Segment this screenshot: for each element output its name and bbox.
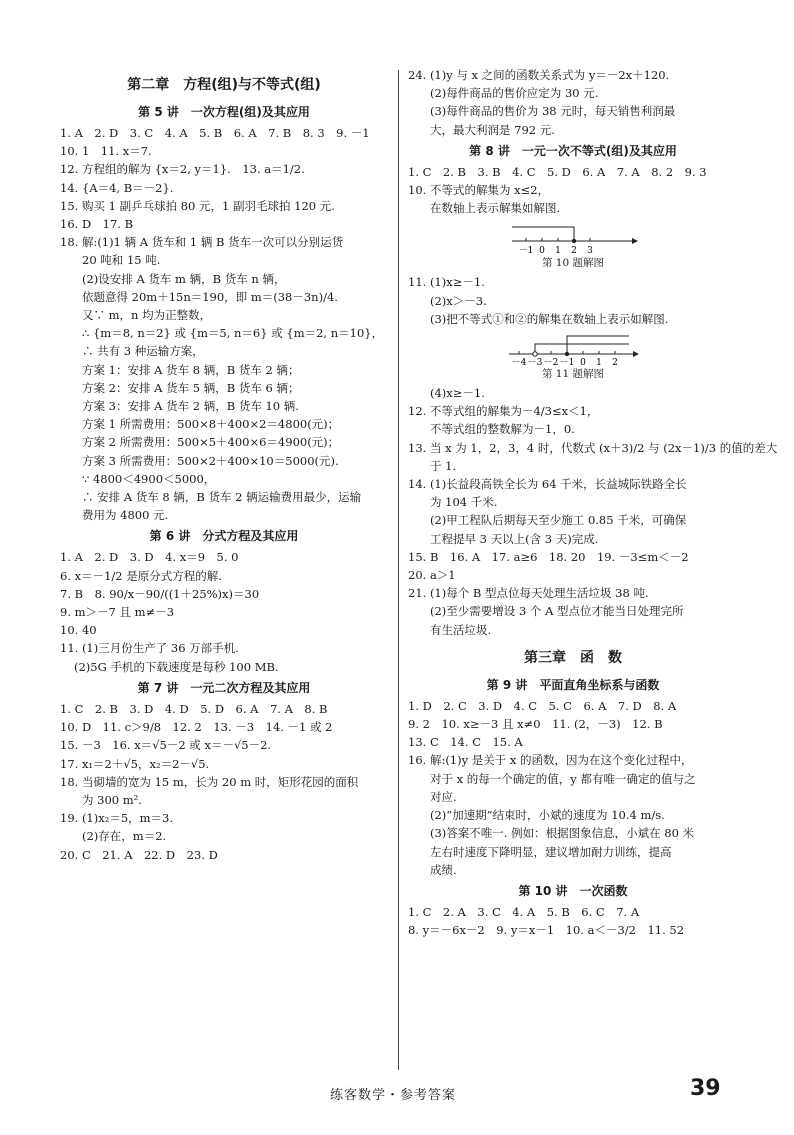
- answer-line: 1. C 2. B 3. B 4. C 5. D 6. A 7. A 8. 2 9. 3: [408, 164, 707, 179]
- answer-line: 11. (1)x≥－1.: [408, 275, 485, 290]
- answer-line: 16. 解:(1)y 是关于 x 的函数，因为在这个变化过程中，: [408, 753, 693, 768]
- tick-label: 2: [571, 246, 577, 256]
- answer-line: 15. －3 16. x＝√5－2 或 x＝－√5－2.: [60, 738, 272, 753]
- answer-line: (2)至少需要增设 3 个 A 型点位才能当日处理完所: [430, 604, 684, 619]
- lecture-5-title: 第 5 讲 一次方程(组)及其应用: [138, 105, 310, 119]
- tick-label: 1: [596, 358, 602, 367]
- solution-bracket: [512, 227, 574, 241]
- answer-line: 10. 40: [60, 623, 97, 638]
- answer-line: 依题意得 20m＋15n＝190，即 m＝(38－3n)/4.: [82, 289, 338, 304]
- figure-10-number-line: [408, 221, 738, 271]
- answer-line: 15. B 16. A 17. a≥6 18. 20 19. －3≤m＜－2: [408, 549, 689, 564]
- right-column: [408, 66, 778, 939]
- tick-label: 0: [580, 358, 586, 367]
- answer-line: 9. 2 10. x≥－3 且 x≠0 11. (2，－3) 12. B: [408, 717, 663, 732]
- answer-line: 方案 2：安排 A 货车 5 辆，B 货车 6 辆；: [82, 380, 300, 395]
- answer-line: (3)把不等式①和②的解集在数轴上表示如解图.: [430, 311, 669, 326]
- answer-line: 方案 3 所需费用：500×2＋400×10＝5000(元).: [82, 453, 339, 468]
- answer-line: 成绩.: [430, 862, 457, 877]
- number-line-11: [507, 332, 639, 366]
- tick-label: 2: [612, 358, 618, 367]
- answer-line: 有生活垃圾.: [430, 622, 492, 637]
- answer-line: 方案 1：安排 A 货车 8 辆，B 货车 2 辆；: [82, 362, 300, 377]
- answer-line: (3)答案不唯一. 例如：根据图象信息，小斌在 80 米: [430, 826, 695, 841]
- answer-line: 1. D 2. C 3. D 4. C 5. C 6. A 7. D 8. A: [408, 698, 677, 713]
- answer-line: 对应.: [430, 789, 457, 804]
- answer-line: 又∵ m，n 均为正整数，: [82, 308, 212, 323]
- answer-line: 18. 当砌墙的宽为 15 m，长为 20 m 时，矩形花园的面积: [60, 774, 359, 789]
- solution-bracket-2: [567, 336, 629, 354]
- tick-label: －3: [527, 358, 543, 367]
- tick-label: 1: [555, 246, 561, 256]
- answer-line: 1. A 2. D 3. D 4. x＝9 5. 0: [60, 550, 239, 565]
- lecture-10-answers: [408, 903, 738, 939]
- answer-line: 20. a＞1: [408, 568, 456, 583]
- figure-caption: 第 10 题解图: [541, 257, 605, 270]
- answer-line: 20. C 21. A 22. D 23. D: [60, 847, 218, 862]
- answer-line: 7. B 8. 90/x－90/((1＋25%)x)＝30: [60, 586, 260, 601]
- answer-line: (2)x＞－3.: [430, 293, 487, 308]
- tick-label: －4: [511, 358, 527, 367]
- answer-line: 12. 不等式组的解集为－4/3≤x＜1，: [408, 404, 599, 419]
- answer-line: (2)甲工程队后期每天至少施工 0.85 千米，可确保: [430, 513, 687, 528]
- answer-line: 方案 3：安排 A 货车 2 辆，B 货车 10 辆.: [82, 399, 299, 414]
- answer-line: 15. 购买 1 副乒乓球拍 80 元，1 副羽毛球拍 120 元.: [60, 198, 335, 213]
- answer-line: 13. 当 x 为 1，2，3，4 时，代数式 (x＋3)/2 与 (2x－1)/3 的值的差大: [408, 440, 778, 455]
- answer-line: 14. (1)长益段高铁全长为 64 千米，长益城际铁路全长: [408, 477, 687, 492]
- answer-line: 17. x₁＝2＋√5，x₂＝2－√5.: [60, 756, 210, 771]
- number-line-10: [508, 221, 638, 255]
- chapter-3-title: 第三章 函 数: [524, 649, 622, 666]
- answer-line: 21. (1)每个 B 型点位每天处理生活垃圾 38 吨.: [408, 586, 649, 601]
- answer-line: 9. m＞－7 且 m≠－3: [60, 605, 175, 620]
- answer-line: 13. C 14. C 15. A: [408, 735, 523, 750]
- page-footer: [0, 1076, 794, 1116]
- answer-line: 12. 方程组的解为 {x＝2, y＝1}. 13. a＝1/2.: [60, 162, 305, 177]
- answer-line: 左右时速度下降明显，建议增加耐力训练，提高: [430, 844, 672, 859]
- answer-line: 20 吨和 15 吨.: [82, 253, 161, 268]
- answer-line: 对于 x 的每一个确定的值，y 都有唯一确定的值与之: [430, 771, 696, 786]
- answer-line: ∴ 共有 3 种运输方案，: [82, 344, 204, 359]
- footer-text: 练客数学・参考答案: [330, 1088, 457, 1103]
- answer-line: 方案 2 所需费用：500×5＋400×6＝4900(元)；: [82, 435, 340, 450]
- tick-label: 3: [587, 246, 593, 256]
- answer-line: ∴ 安排 A 货车 8 辆，B 货车 2 辆运输费用最少，运输: [82, 490, 362, 505]
- answer-line: 1. C 2. A 3. C 4. A 5. B 6. C 7. A: [408, 904, 640, 919]
- left-column: [60, 66, 388, 864]
- answer-line: 14. {A＝4, B＝－2}.: [60, 180, 174, 195]
- answer-line: 16. D 17. B: [60, 217, 134, 232]
- answer-line: 11. (1)三月份生产了 36 万部手机.: [60, 641, 239, 656]
- answer-line: 方案 1 所需费用：500×8＋400×2＝4800(元)；: [82, 417, 340, 432]
- answer-line: 为 300 m².: [82, 792, 142, 807]
- answer-line: 18. 解:(1)1 辆 A 货车和 1 辆 B 货车一次可以分别运货: [60, 235, 344, 250]
- axis-arrow: [632, 238, 638, 244]
- answer-line: 24. (1)y 与 x 之间的函数关系式为 y＝－2x＋120.: [408, 68, 670, 82]
- lecture-7-answers: [60, 700, 388, 864]
- tick-label: －1: [559, 358, 575, 367]
- answer-line: 1. A 2. D 3. C 4. A 5. B 6. A 7. B 8. 3 9. －1: [60, 126, 370, 140]
- lecture-9-answers: [408, 697, 738, 879]
- lecture-6-answers: [60, 548, 388, 675]
- answer-line: 10. 1 11. x＝7.: [60, 144, 152, 159]
- lecture-6-title: 第 6 讲 分式方程及其应用: [149, 529, 299, 544]
- answer-line: ∴ {m＝8, n＝2} 或 {m＝5, n＝6} 或 {m＝2, n＝10}，: [82, 326, 384, 341]
- answer-line: (4)x≥－1.: [430, 386, 485, 401]
- answer-line: 不等式组的整数解为－1，0.: [430, 422, 575, 437]
- answer-line: 8. y＝－6x－2 9. y＝x－1 10. a＜－3/2 11. 52: [408, 923, 685, 938]
- figure-11-number-line: [408, 332, 738, 382]
- answer-line: (2)5G 手机的下载速度是每秒 100 MB.: [74, 659, 279, 674]
- answer-line: 10. 不等式的解集为 x≤2，: [408, 183, 550, 198]
- axis-arrow: [633, 351, 639, 357]
- answer-line: 6. x＝－1/2 是原分式方程的解.: [60, 568, 222, 583]
- answer-line: 为 104 千米.: [430, 495, 498, 510]
- tick-label: －2: [543, 358, 559, 367]
- answer-line: ∵ 4800＜4900＜5000，: [82, 471, 216, 486]
- tick-label: 0: [539, 246, 545, 256]
- answer-line: 费用为 4800 元.: [82, 508, 169, 523]
- lecture-5-answers: [60, 124, 388, 524]
- answer-line: (3)每件商品的售价为 38 元时，每天销售利润最: [430, 104, 676, 119]
- answer-line: 在数轴上表示解集如解图.: [430, 201, 561, 216]
- answer-line: (2)每件商品的售价应定为 30 元.: [430, 86, 599, 101]
- lecture-7-title: 第 7 讲 一元二次方程及其应用: [137, 680, 311, 695]
- solid-endpoint: [565, 352, 569, 356]
- answer-line: 19. (1)x₂＝5，m＝3.: [60, 811, 174, 826]
- column-divider: [398, 70, 399, 1070]
- answer-line: (2)设安排 A 货车 m 辆，B 货车 n 辆，: [82, 271, 286, 286]
- open-endpoint: [533, 352, 537, 356]
- figure-caption: 第 11 题解图: [541, 368, 605, 381]
- lecture-8-title: 第 8 讲 一元一次不等式(组)及其应用: [469, 143, 677, 158]
- lecture-10-title: 第 10 讲 一次函数: [518, 883, 628, 898]
- answer-line: (2)“加速期”结束时，小斌的速度为 10.4 m/s.: [430, 808, 665, 823]
- answer-line: 工程提早 3 天以上(含 3 天)完成.: [430, 531, 599, 546]
- lecture-7-continued: [408, 66, 738, 139]
- tick-label: －1: [518, 246, 534, 256]
- lecture-9-title: 第 9 讲 平面直角坐标系与函数: [486, 677, 660, 692]
- solid-endpoint: [572, 239, 576, 243]
- answer-line: 10. D 11. c＞9/8 12. 2 13. －3 14. －1 或 2: [60, 720, 333, 735]
- chapter-2-title: 第二章 方程(组)与不等式(组): [127, 77, 321, 93]
- answer-line: 大，最大利润是 792 元.: [430, 122, 555, 137]
- answer-line: 1. C 2. B 3. D 4. D 5. D 6. A 7. A 8. B: [60, 701, 328, 716]
- answer-line: (2)存在，m＝2.: [82, 829, 167, 844]
- page-number: 39: [690, 1076, 721, 1101]
- lecture-8-answers: [408, 163, 778, 639]
- answer-line: 于 1.: [430, 458, 457, 473]
